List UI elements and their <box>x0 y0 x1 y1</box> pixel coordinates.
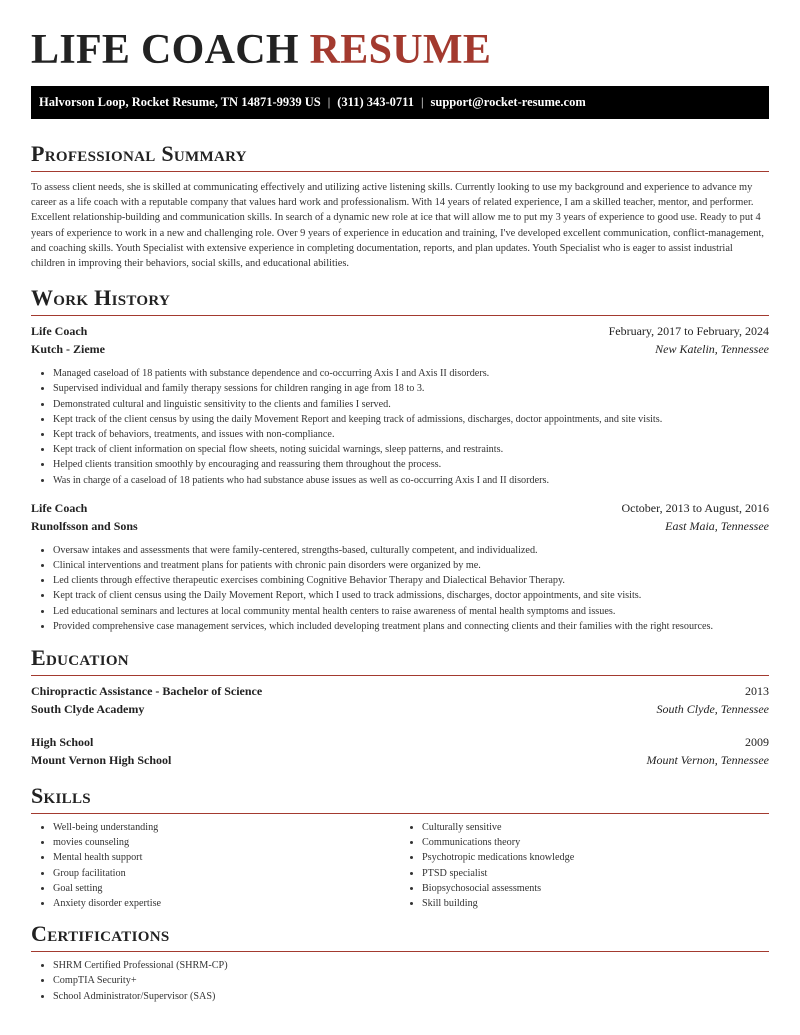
skill-item: • Culturally sensitive <box>422 820 769 835</box>
education-entry <box>31 735 769 771</box>
section-divider <box>31 315 769 316</box>
title-main: LIFE COACH <box>31 27 299 73</box>
education-school: Mount Vernon High School <box>31 753 172 768</box>
education-location: South Clyde, Tennessee <box>656 702 769 717</box>
job-location: New Katelin, Tennessee <box>655 342 769 357</box>
contact-bar <box>31 86 769 119</box>
job-duty: • Demonstrated cultural and linguistic sensitivity to the clients and families I served. <box>53 397 769 412</box>
job-entry <box>31 501 769 634</box>
skill-item: • PTSD specialist <box>422 866 769 881</box>
education-location: Mount Vernon, Tennessee <box>646 753 769 768</box>
job-duty: • Provided comprehensive case management services, which included developing treatment plans and connecting clients and their families with the right resources. <box>53 619 769 634</box>
section-divider <box>31 813 769 814</box>
job-duty: • Kept track of the client census by using the daily Movement Report and keeping track of admissions, discharges, doctor appointments, and site visits. <box>53 412 769 427</box>
job-duty: • Clinical interventions and treatment plans for patients with chronic pain disorders were organized by me. <box>53 558 769 573</box>
skill-item: • Skill building <box>422 896 769 911</box>
education-year: 2009 <box>745 735 769 750</box>
professional-summary-section <box>31 141 769 271</box>
skill-item: • Mental health support <box>53 850 400 865</box>
skills-list-right <box>400 820 769 911</box>
education-year: 2013 <box>745 684 769 699</box>
section-heading-certifications: Certifications <box>31 921 170 947</box>
section-divider <box>31 171 769 172</box>
contact-email[interactable]: support@rocket-resume.com <box>430 95 586 109</box>
skills-grid <box>31 820 769 911</box>
skill-item: • Psychotropic medications knowledge <box>422 850 769 865</box>
resume-page <box>31 0 769 1004</box>
job-duty: • Managed caseload of 18 patients with substance dependence and co-occurring Axis I and Axis II disorders. <box>53 366 769 381</box>
job-duty: • Kept track of behaviors, treatments, and issues with non-compliance. <box>53 427 769 442</box>
education-school: South Clyde Academy <box>31 702 145 717</box>
skill-item: • Goal setting <box>53 881 400 896</box>
skills-section <box>31 783 769 911</box>
job-duty: • Was in charge of a caseload of 18 patients who had substance abuse issues as well as co-occurring Axis I and II disorders. <box>53 473 769 488</box>
certifications-list <box>31 958 769 1004</box>
skill-item: • Group facilitation <box>53 866 400 881</box>
job-dates: October, 2013 to August, 2016 <box>621 500 769 515</box>
education-degree: Chiropractic Assistance - Bachelor of Science <box>31 684 263 699</box>
education-degree: High School <box>31 735 94 750</box>
job-title: Life Coach <box>31 324 88 339</box>
section-heading-education: Education <box>31 645 129 671</box>
section-heading-skills: Skills <box>31 783 91 809</box>
skill-item: • Well-being understanding <box>53 820 400 835</box>
job-duty: • Supervised individual and family therapy sessions for children ranging in age from 18 to 3. <box>53 381 769 396</box>
job-company: Runolfsson and Sons <box>31 518 138 533</box>
certification-item: • School Administrator/Supervisor (SAS) <box>53 989 769 1004</box>
title-accent: RESUME <box>309 27 492 73</box>
job-duty: • Led educational seminars and lectures at local community mental health centers to raise awareness of mental health symptoms and issues. <box>53 604 769 619</box>
contact-phone: (311) 343-0711 <box>337 95 414 109</box>
contact-separator: | <box>327 95 331 109</box>
certification-item: • CompTIA Security+ <box>53 973 769 988</box>
skill-item: • movies counseling <box>53 835 400 850</box>
education-entry <box>31 684 769 720</box>
work-history-section <box>31 285 769 634</box>
job-duty: • Kept track of client census using the Daily Movement Report, which I used to track admissions, discharges, doctor appointments, and site visits. <box>53 588 769 603</box>
skill-item: • Anxiety disorder expertise <box>53 896 400 911</box>
certifications-section <box>31 921 769 1004</box>
section-heading-work: Work History <box>31 285 171 311</box>
section-heading-summary: Professional Summary <box>31 141 247 166</box>
contact-separator: | <box>420 95 424 109</box>
resume-title <box>31 24 769 76</box>
section-divider <box>31 951 769 952</box>
contact-address: Halvorson Loop, Rocket Resume, TN 14871-9939 US <box>39 95 321 109</box>
job-location: East Maia, Tennessee <box>665 518 769 533</box>
skill-item: • Communications theory <box>422 835 769 850</box>
job-duty: • Led clients through effective therapeutic exercises combining Cognitive Behavior Therapy and Dialectical Behavior Therapy. <box>53 573 769 588</box>
section-divider <box>31 675 769 676</box>
skill-item: • Biopsychosocial assessments <box>422 881 769 896</box>
skills-list-left <box>31 820 400 911</box>
job-duty: • Helped clients transition smoothly by encouraging and reassuring them throughout the process. <box>53 457 769 472</box>
job-dates: February, 2017 to February, 2024 <box>608 324 769 339</box>
education-section <box>31 645 769 771</box>
job-duties-list <box>31 543 769 634</box>
job-entry <box>31 324 769 488</box>
job-company: Kutch - Zieme <box>31 342 105 357</box>
job-duties-list <box>31 366 769 488</box>
job-title: Life Coach <box>31 500 88 515</box>
job-duty: • Kept track of client information on special flow sheets, noting suicidal warnings, sleep patterns, and restraints. <box>53 442 769 457</box>
job-duty: • Oversaw intakes and assessments that were family-centered, strengths-based, culturally competent, and individualized. <box>53 543 769 558</box>
summary-text: To assess client needs, she is skilled at communicating effectively and utilizing active listening skills. Currently looking to use my background and experience to advance my career as a life coach with a reputable company that values hard work and professionalism. With 14 years of related experience, I am a skilled teacher, mentor, and performer. Excellent relationship-building and communication skills. In search of a dynamic new role at ice that will allow me to put my 3 years of experience to good use. Ready to put 4 years of experience to work in a new and challenging role. Over 9 years of experience in education and training, I've developed excellent communication, conflict-management, and coaching skills. Youth Specialist with extensive experience in completing documentation, reports, and plan updates. Youth Specialist who is eager to assist industrial children in improving their behaviors, social skills, and educational abilities. <box>31 182 764 270</box>
certification-item: • SHRM Certified Professional (SHRM-CP) <box>53 958 769 973</box>
